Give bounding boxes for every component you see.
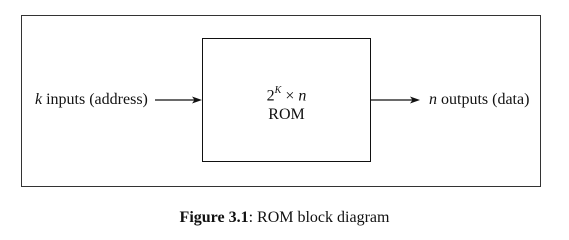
input-description: inputs (address) (42, 91, 148, 108)
output-variable: n (429, 91, 437, 108)
rom-base: 2 (266, 87, 275, 105)
rom-exponent: K (274, 85, 282, 96)
input-variable: k (35, 91, 43, 108)
figure-caption (0, 208, 569, 228)
output-description: outputs (data) (437, 91, 530, 108)
caption-text: : ROM block diagram (248, 209, 390, 226)
rom-times-sign: × (281, 87, 299, 105)
figure-number: Figure 3.1 (179, 209, 249, 226)
rom-output-width: n (298, 87, 307, 105)
input-arrow (155, 97, 202, 104)
rom-name: ROM (268, 106, 305, 123)
output-arrow (371, 97, 420, 104)
